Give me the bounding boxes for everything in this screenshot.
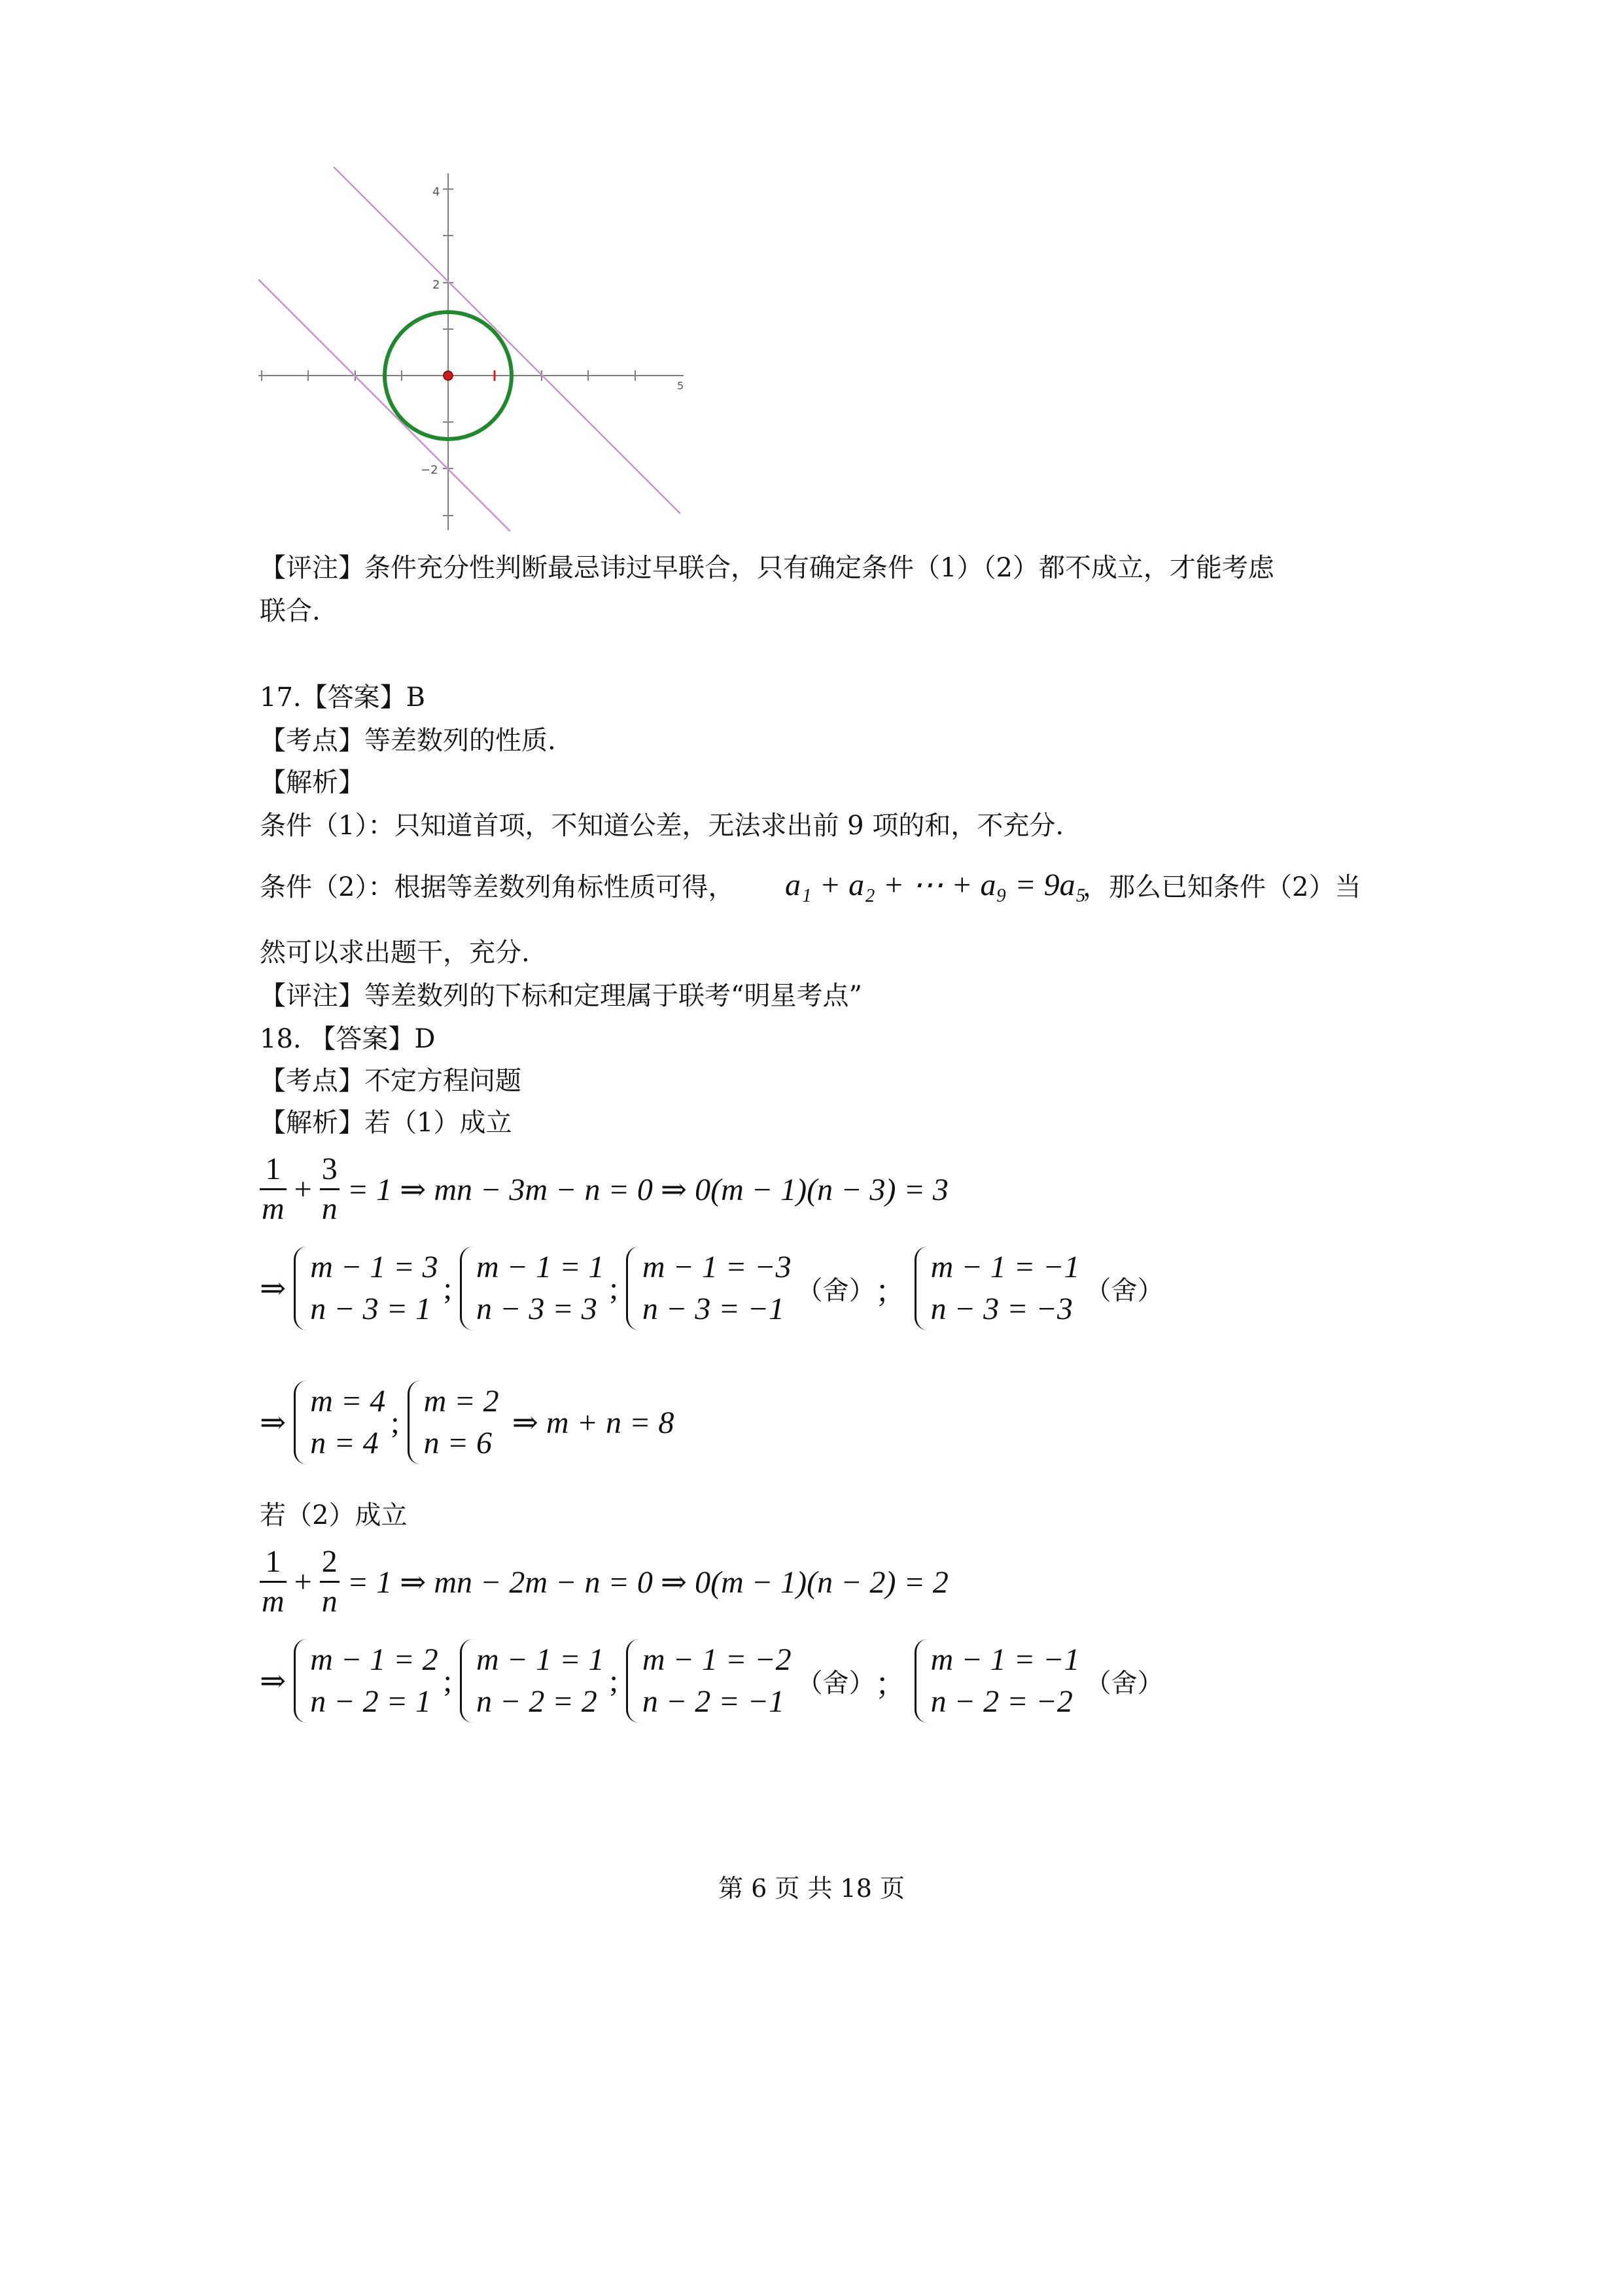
frac2-denominator: n xyxy=(321,1192,338,1226)
result-1: ⇒ m = 4 n = 4 ; m = 2 n = 6 ⇒ m + n = 8 xyxy=(260,1381,674,1464)
system-2-case-4: m − 1 = −1 n − 2 = −2 xyxy=(915,1639,1085,1723)
tick-label-x5: 5 xyxy=(677,380,684,392)
tick-label-yneg2: −2 xyxy=(421,463,438,477)
rejected-note: （舍） xyxy=(1085,1275,1164,1306)
q17-condition-1: 条件（1）：只知道首项，不知道公差，无法求出前 9 项的和，不充分. xyxy=(260,811,1064,841)
system-1-case-1: m − 1 = 3 n − 3 = 1 xyxy=(294,1246,443,1330)
tick-label-y4: 4 xyxy=(432,185,440,199)
q17-topic: 【考点】等差数列的性质. xyxy=(260,726,556,756)
tick-label-y2: 2 xyxy=(432,278,440,292)
system-1-case-4: m − 1 = −1 n − 3 = −3 xyxy=(915,1246,1085,1330)
seq-sum-formula: a₁ + a₂ + ⋯ + a₉ = 9a₅ xyxy=(785,868,1087,902)
q17-condition-2-suffix: ，那么已知条件（2）当 xyxy=(1083,872,1361,902)
q17-comment: 【评注】等差数列的下标和定理属于联考“明星考点” xyxy=(260,981,862,1011)
q18-analysis-heading: 【解析】若（1）成立 xyxy=(260,1108,512,1138)
coordinate-figure xyxy=(258,167,690,533)
result-1-case-1: m = 4 n = 4 xyxy=(294,1381,391,1464)
equation-2-rest: = 1 ⇒ mn − 2m − n = 0 ⇒ 0(m − 1)(n − 2) = 2 xyxy=(347,1564,949,1600)
implies-arrow: ⇒ xyxy=(260,1405,287,1440)
condition-2-heading: 若（2）成立 xyxy=(260,1500,408,1530)
system-1: ⇒ m − 1 = 3 n − 3 = 1 ; m − 1 = 1 n − 3 = 3 ; m − 1 = −3 n − 3 = −1 （舍）； m − 1 = −1 n − 3 = −3 （舍） xyxy=(260,1246,1164,1330)
center-point xyxy=(444,371,453,380)
equation-1: $\frac{1}{m}$ + $\frac{3}{n}$ = 1 ⇒ mn − 3m − n = 0 ⇒ 0(m − 1)(n − 3) = 3 xyxy=(260,1150,949,1228)
result-1-case-2: m = 2 n = 6 xyxy=(408,1381,504,1464)
q18-answer: 18. 【答案】D xyxy=(260,1024,436,1054)
page-footer: 第 6 页 共 18 页 xyxy=(718,1874,905,1903)
system-2-case-3: m − 1 = −2 n − 2 = −1 xyxy=(626,1639,797,1723)
rejected-note: （舍） xyxy=(1085,1668,1164,1699)
comment-line-2: 联合. xyxy=(260,596,321,626)
frac2-numerator: 3 xyxy=(320,1150,340,1190)
q17-condition-2-prefix: 条件（2）：根据等差数列角标性质可得， xyxy=(260,872,735,902)
equation-2: $\frac{1}{m}$ + $\frac{2}{n}$ = 1 ⇒ mn − 2m − n = 0 ⇒ 0(m − 1)(n − 2) = 2 xyxy=(260,1543,949,1621)
frac1-numerator: 1 xyxy=(260,1150,287,1190)
implies-arrow: ⇒ xyxy=(260,1271,287,1306)
rejected-note: （舍） xyxy=(796,1275,875,1306)
implies-arrow: ⇒ xyxy=(260,1664,287,1699)
system-2-case-1: m − 1 = 2 n − 2 = 1 xyxy=(294,1639,443,1723)
frac1-denominator: m xyxy=(262,1192,285,1226)
q18-topic: 【考点】不定方程问题 xyxy=(260,1066,521,1096)
system-2: ⇒ m − 1 = 2 n − 2 = 1 ; m − 1 = 1 n − 2 = 2 ; m − 1 = −2 n − 2 = −1 （舍）； m − 1 = −1 n − 2 = −2 （舍） xyxy=(260,1639,1164,1723)
q17-analysis-heading: 【解析】 xyxy=(260,768,364,798)
comment-line-1: 【评注】条件充分性判断最忌讳过早联合，只有确定条件（1）（2）都不成立，才能考虑 xyxy=(260,553,1274,583)
system-1-case-3: m − 1 = −3 n − 3 = −1 xyxy=(626,1246,797,1330)
tangent-line-upper xyxy=(334,167,680,514)
equation-1-rest: = 1 ⇒ mn − 3m − n = 0 ⇒ 0(m − 1)(n − 3) = 3 xyxy=(347,1172,949,1207)
system-2-case-2: m − 1 = 1 n − 2 = 2 xyxy=(460,1639,609,1723)
q17-condition-2-cont: 然可以求出题干，充分. xyxy=(260,938,530,968)
rejected-note: （舍） xyxy=(796,1668,875,1699)
q17-answer: 17.【答案】B xyxy=(260,682,426,713)
result-1-tail: ⇒ m + n = 8 xyxy=(512,1405,674,1440)
system-1-case-2: m − 1 = 1 n − 3 = 3 xyxy=(460,1246,609,1330)
